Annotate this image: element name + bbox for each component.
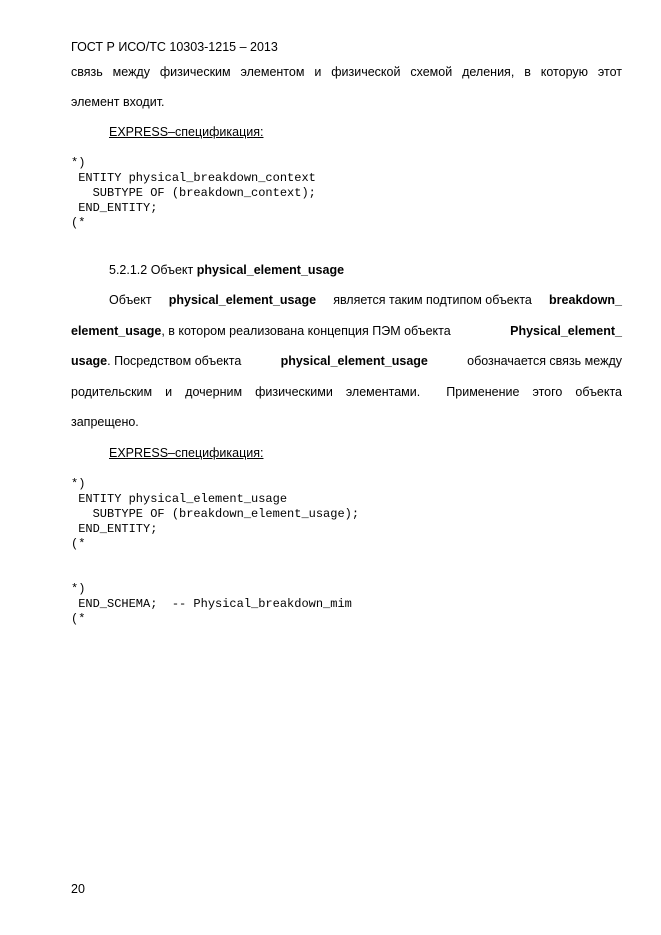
- code-block: [71, 582, 352, 627]
- entity-name: usage: [71, 354, 108, 368]
- text-run: Объект: [109, 293, 152, 307]
- text-run: обозначается связь между: [467, 354, 622, 368]
- section-heading: [109, 262, 344, 278]
- paragraph-line: запрещено.: [71, 415, 139, 429]
- code-block: [71, 156, 316, 231]
- text-run: , в котором реализована концепция ПЭМ объекта: [161, 324, 451, 338]
- code-line: END_ENTITY;: [71, 201, 158, 215]
- page-number: 20: [71, 882, 85, 896]
- text-run: является таким подтипом объекта: [333, 293, 532, 307]
- code-line: SUBTYPE OF (breakdown_element_usage);: [71, 507, 360, 521]
- entity-name: breakdown_: [549, 293, 622, 307]
- paragraph-line: [109, 292, 622, 308]
- code-line: (*: [71, 537, 86, 551]
- paragraph-line: связь между физическим элементом и физической схемой деления, в которую этот: [71, 65, 622, 79]
- paragraph-line: элемент входит.: [71, 95, 165, 109]
- entity-name: physical_element_usage: [280, 354, 428, 368]
- code-line: (*: [71, 612, 86, 626]
- code-line: *): [71, 582, 86, 596]
- paragraph-line: родительским и дочерним физическими элементами. Применение этого объекта: [71, 385, 622, 399]
- entity-name: physical_element_usage: [168, 293, 317, 307]
- text-run: . Посредством объекта: [107, 354, 242, 368]
- code-line: END_ENTITY;: [71, 522, 158, 536]
- code-block: [71, 477, 359, 552]
- code-line: *): [71, 156, 86, 170]
- section-entity-name: physical_element_usage: [196, 263, 345, 277]
- code-line: ENTITY physical_element_usage: [71, 492, 288, 506]
- express-spec-label: EXPRESS–спецификация:: [109, 125, 264, 139]
- code-line: END_SCHEMA; -- Physical_breakdown_mim: [71, 597, 352, 611]
- code-line: (*: [71, 216, 86, 230]
- express-spec-label: EXPRESS–спецификация:: [109, 446, 264, 460]
- code-line: SUBTYPE OF (breakdown_context);: [71, 186, 316, 200]
- document-header: ГОСТ Р ИСО/ТС 10303-1215 – 2013: [71, 40, 278, 54]
- paragraph-line: [71, 353, 622, 369]
- paragraph-line: [71, 323, 622, 339]
- entity-name: Physical_element_: [510, 324, 622, 338]
- section-number: 5.2.1.2 Объект: [109, 263, 194, 277]
- code-line: ENTITY physical_breakdown_context: [71, 171, 316, 185]
- code-line: *): [71, 477, 86, 491]
- entity-name: element_usage: [71, 324, 162, 338]
